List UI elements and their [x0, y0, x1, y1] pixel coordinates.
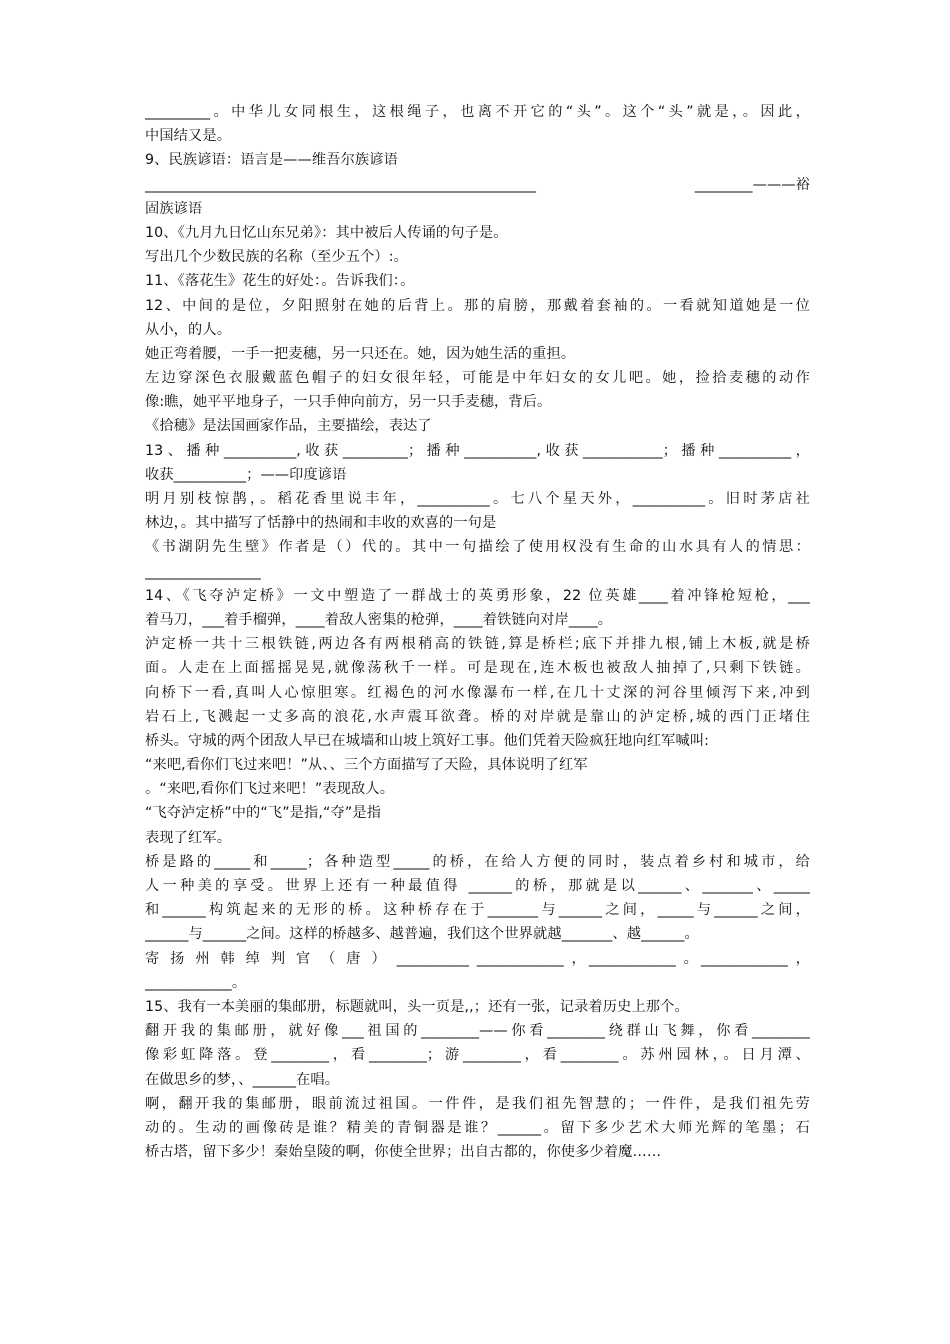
text-line: 从小，的人。	[145, 321, 232, 338]
text-line: 10、《九月九日忆山东兄弟》：其中被后人传诵的句子是。	[145, 224, 508, 241]
text-line: 中国结又是。	[145, 128, 232, 145]
text-line: 12、中间的是位，夕阳照射在她的后背上。那的肩膀，那戴着套袖的。一看就知道她是一位	[145, 297, 810, 314]
text-line: 岩石上,飞溅起一丈多高的浪花,水声震耳欲聋。桥的对岸就是靠山的泸定桥,城的西门正堵住	[145, 708, 810, 725]
text-line: 《拾穗》是法国画家作品，主要描绘，表达了	[145, 418, 432, 435]
text-line: 她正弯着腰，一手一把麦穗，另一只还在。她，因为她生活的重担。	[145, 345, 576, 362]
proverb-attribution: ________———裕	[694, 176, 810, 193]
text-line: 动的。生动的画像砖是谁？精美的青铜器是谁？______。留下多少艺术大师光辉的笔墨；石	[145, 1119, 810, 1136]
text-line: 在做思乡的梦，、______在唱。	[145, 1071, 340, 1088]
text-line: 啊，翻开我的集邮册，眼前流过祖国。一件件，是我们祖先智慧的；一件件，是我们祖先劳	[145, 1095, 810, 1112]
blank-answer-line	[145, 173, 810, 197]
text-line: 11、《落花生》花生的好处：。告诉我们：。	[145, 273, 415, 290]
text-line: _________。中华儿女同根生，这根绳子，也离不开它的“头”。这个“头”就是，。因此，	[145, 104, 810, 120]
text-line: “来吧,看你们飞过来吧！”从、、三个方面描写了天险，具体说明了红军	[145, 757, 588, 774]
text-line: 收获__________；——印度谚语	[145, 466, 347, 483]
text-line: ________________	[145, 563, 261, 580]
document-body	[145, 100, 810, 1164]
text-line: 像彩虹降落。登________，看________；游________，看________。苏州园林，。日月潭、	[145, 1047, 810, 1064]
text-line: 表现了红军。	[145, 829, 232, 846]
text-line: 桥古塔，留下多少！秦始皇陵的啊，你使全世界；出自古都的，你使多少着魔……	[145, 1144, 662, 1161]
text-line: 15、我有一本美丽的集邮册，标题就叫，头一页是,,；还有一张，记录着历史上那个。	[145, 998, 689, 1015]
text-line: 13、播种__________,收获_________；播种__________,收获___________；播种__________，	[145, 442, 810, 459]
text-line: 9、民族谚语：语言是——维吾尔族谚语	[145, 152, 398, 169]
text-line: 像:瞧，她平平地身子，一只手伸向前方，另一只手麦穗，背后。	[145, 394, 552, 411]
text-line: 人一种美的享受。世界上还有一种最值得 ______的桥，那就是以______、_______、_____	[145, 878, 810, 894]
text-line: 和______构筑起来的无形的桥。这种桥存在于_______与______之间，_____与______之间，	[145, 902, 810, 919]
text-line: 泸定桥一共十三根铁链,两边各有两根稍高的铁链,算是桥栏;底下并排九根,铺上木板,就是桥	[145, 636, 810, 653]
text-line: 寄 扬 州 韩 绰 判 官 （ 唐 ） __________ ____________ ，____________ 。____________ ，	[145, 950, 810, 967]
text-line: 林边，。其中描写了恬静中的热闹和丰收的欢喜的一句是	[145, 515, 497, 532]
text-line: 面。人走在上面摇摇晃晃,就像荡秋千一样。可是现在,连木板也被敌人抽掉了,只剩下铁链。	[145, 660, 810, 677]
text-line: 桥头。守城的两个团敌人早已在城墙和山坡上筑好工事。他们凭着天险疯狂地向红军喊叫:	[145, 732, 710, 749]
text-line: 着马刀，___着手榴弹，____着敌人密集的枪弹，____着铁链向对岸____。	[145, 611, 613, 628]
text-line: 14、《飞夺泸定桥》一文中塑造了一群战士的英勇形象，22 位英雄____着冲锋枪短枪，___	[145, 587, 810, 604]
answer-blank: ______________________________________________________	[145, 176, 537, 193]
text-line: 。“来吧,看你们飞过来吧！”表现敌人。	[145, 781, 395, 798]
text-line: 明月别枝惊鹊，。稻花香里说丰年，__________。七八个星天外，__________。旧时茅店社	[145, 491, 810, 507]
text-line: 向桥下一看,真叫人心惊胆寒。红褐色的河水像瀑布一样,在几十丈深的河谷里倾泻下来,冲到	[145, 684, 810, 701]
text-line: 固族谚语	[145, 200, 203, 217]
text-line: 翻开我的集邮册，就好像___祖国的________——你看________绕群山飞舞，你看________	[145, 1023, 810, 1040]
text-line: 写出几个少数民族的名称（至少五个）:。	[145, 249, 409, 266]
text-line: 桥是路的_____和_____；各种造型_____的桥，在给人方便的同时，装点着乡村和城市，给	[145, 853, 810, 870]
text-line: ____________。	[145, 974, 247, 991]
text-line: ______与______之间。这样的桥越多、越普遍，我们这个世界就越_______、越______。	[145, 926, 699, 943]
text-line: “飞夺泸定桥”中的“飞”是指,“夺”是指	[145, 805, 382, 822]
text-line: 左边穿深色衣服戴蓝色帽子的妇女很年轻，可能是中年妇女的女儿吧。她，捡拾麦穗的动作	[145, 370, 810, 387]
text-line: 《书湖阴先生壁》作者是（）代的。其中一句描绘了使用权没有生命的山水具有人的情思：	[145, 539, 810, 556]
